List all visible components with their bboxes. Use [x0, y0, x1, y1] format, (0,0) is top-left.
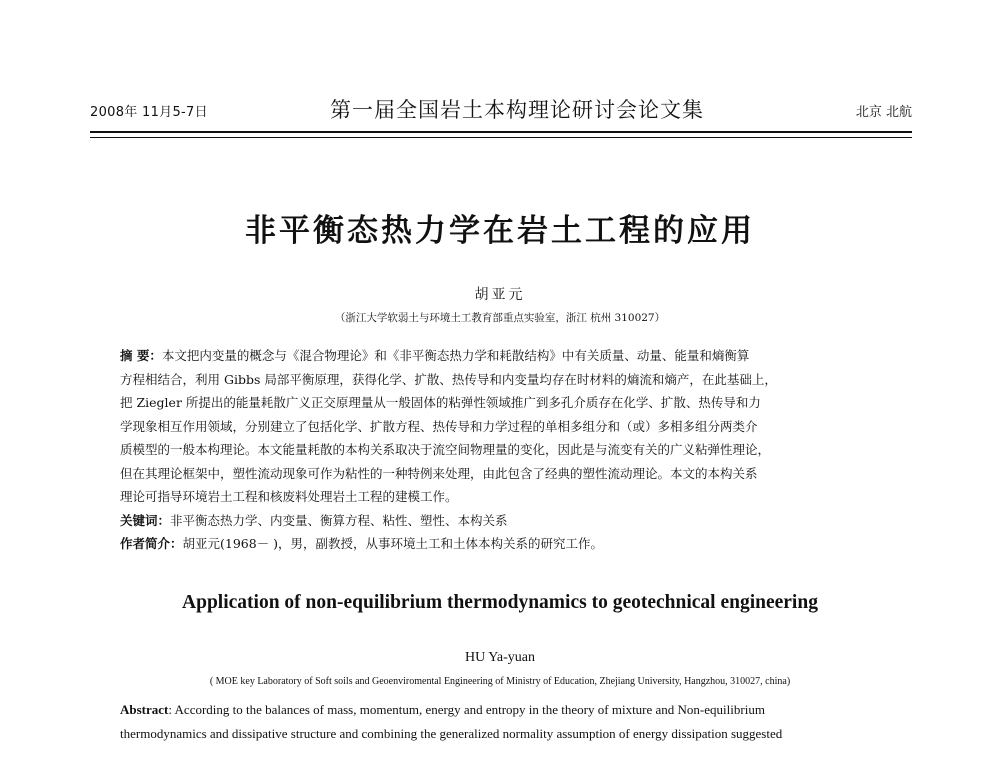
abstract-en	[120, 698, 882, 746]
abstract-cn	[120, 344, 882, 556]
abstract-en-label: Abstract	[120, 702, 169, 717]
author-bio-cn-text: 胡亚元(1968－ )，男，副教授，从事环境土工和土体本构关系的研究工作。	[182, 536, 604, 551]
abstract-en-line	[120, 698, 882, 722]
abstract-cn-line: 学现象相互作用领域，分别建立了包括化学、扩散方程、热传导和力学过程的单相多组分和（或）多相多组分两类介	[120, 418, 758, 434]
abstract-en-line: thermodynamics and dissipative structure and combining the generalized normality assumption of energy dissipation suggested	[120, 726, 783, 741]
header-journal-title: 第一届全国岩土本构理论研讨会论文集	[330, 98, 704, 122]
abstract-cn-line: 理论可指导环境岩土工程和核废料处理岩土工程的建模工作。	[120, 489, 458, 504]
header-rule-thin	[90, 137, 912, 138]
author-en: HU Ya-yuan	[465, 650, 535, 665]
abstract-cn-line	[120, 344, 882, 368]
author-cn: 胡亚元	[474, 287, 526, 303]
keywords-cn-text: 非平衡态热力学、内变量、衡算方程、粘性、塑性、本构关系	[170, 512, 508, 528]
abstract-cn-label: 摘 要：	[120, 348, 162, 363]
affiliation-cn: （浙江大学软弱土与环境土工教育部重点实验室，浙江 杭州 310027）	[334, 312, 666, 324]
keywords-cn-label: 关键词：	[120, 512, 171, 528]
abstract-en-text: : According to the balances of mass, momentum, energy and entropy in the theory of mixture and Non-equilibrium	[168, 702, 765, 717]
author-bio-cn	[120, 532, 882, 556]
paper-title-cn: 非平衡态热力学在岩土工程的应用	[245, 213, 755, 249]
author-bio-cn-label: 作者简介：	[120, 536, 183, 551]
abstract-cn-line: 方程相结合，利用 Gibbs 局部平衡原理，获得化学、扩散、热传导和内变量均存在时材料的熵流和熵产，在此基础上，	[120, 371, 777, 387]
paper-title-en: Application of non-equilibrium thermodynamics to geotechnical engineering	[182, 592, 818, 613]
running-header	[90, 92, 912, 128]
keywords-cn	[120, 509, 882, 533]
header-date: 2008年 11月5-7日	[90, 105, 208, 120]
abstract-cn-line: 但在其理论框架中，塑性流动现象可作为粘性的一种特例来处理，由此包含了经典的塑性流动理论。本文的本构关系	[120, 465, 758, 481]
abstract-cn-line: 把 Ziegler 所提出的能量耗散广义正交原理量从一般固体的粘弹性领域推广到多孔介质存在化学、扩散、热传导和力	[120, 395, 761, 410]
abstract-cn-line: 质模型的一般本构理论。本文能量耗散的本构关系取决于流空间物理量的变化，因此是与流变有关的广义粘弹性理论，	[120, 442, 771, 457]
header-place: 北京 北航	[855, 105, 912, 120]
header-rule-thick	[90, 131, 912, 133]
affiliation-en: ( MOE key Laboratory of Soft soils and Geoenviromental Engineering of Ministry of Education, Zhejiang University, Hangzhou, 310027, china)	[209, 676, 791, 687]
abstract-cn-text: 本文把内变量的概念与《混合物理论》和《非平衡态热力学和耗散结构》中有关质量、动量、能量和熵衡算	[161, 348, 750, 363]
